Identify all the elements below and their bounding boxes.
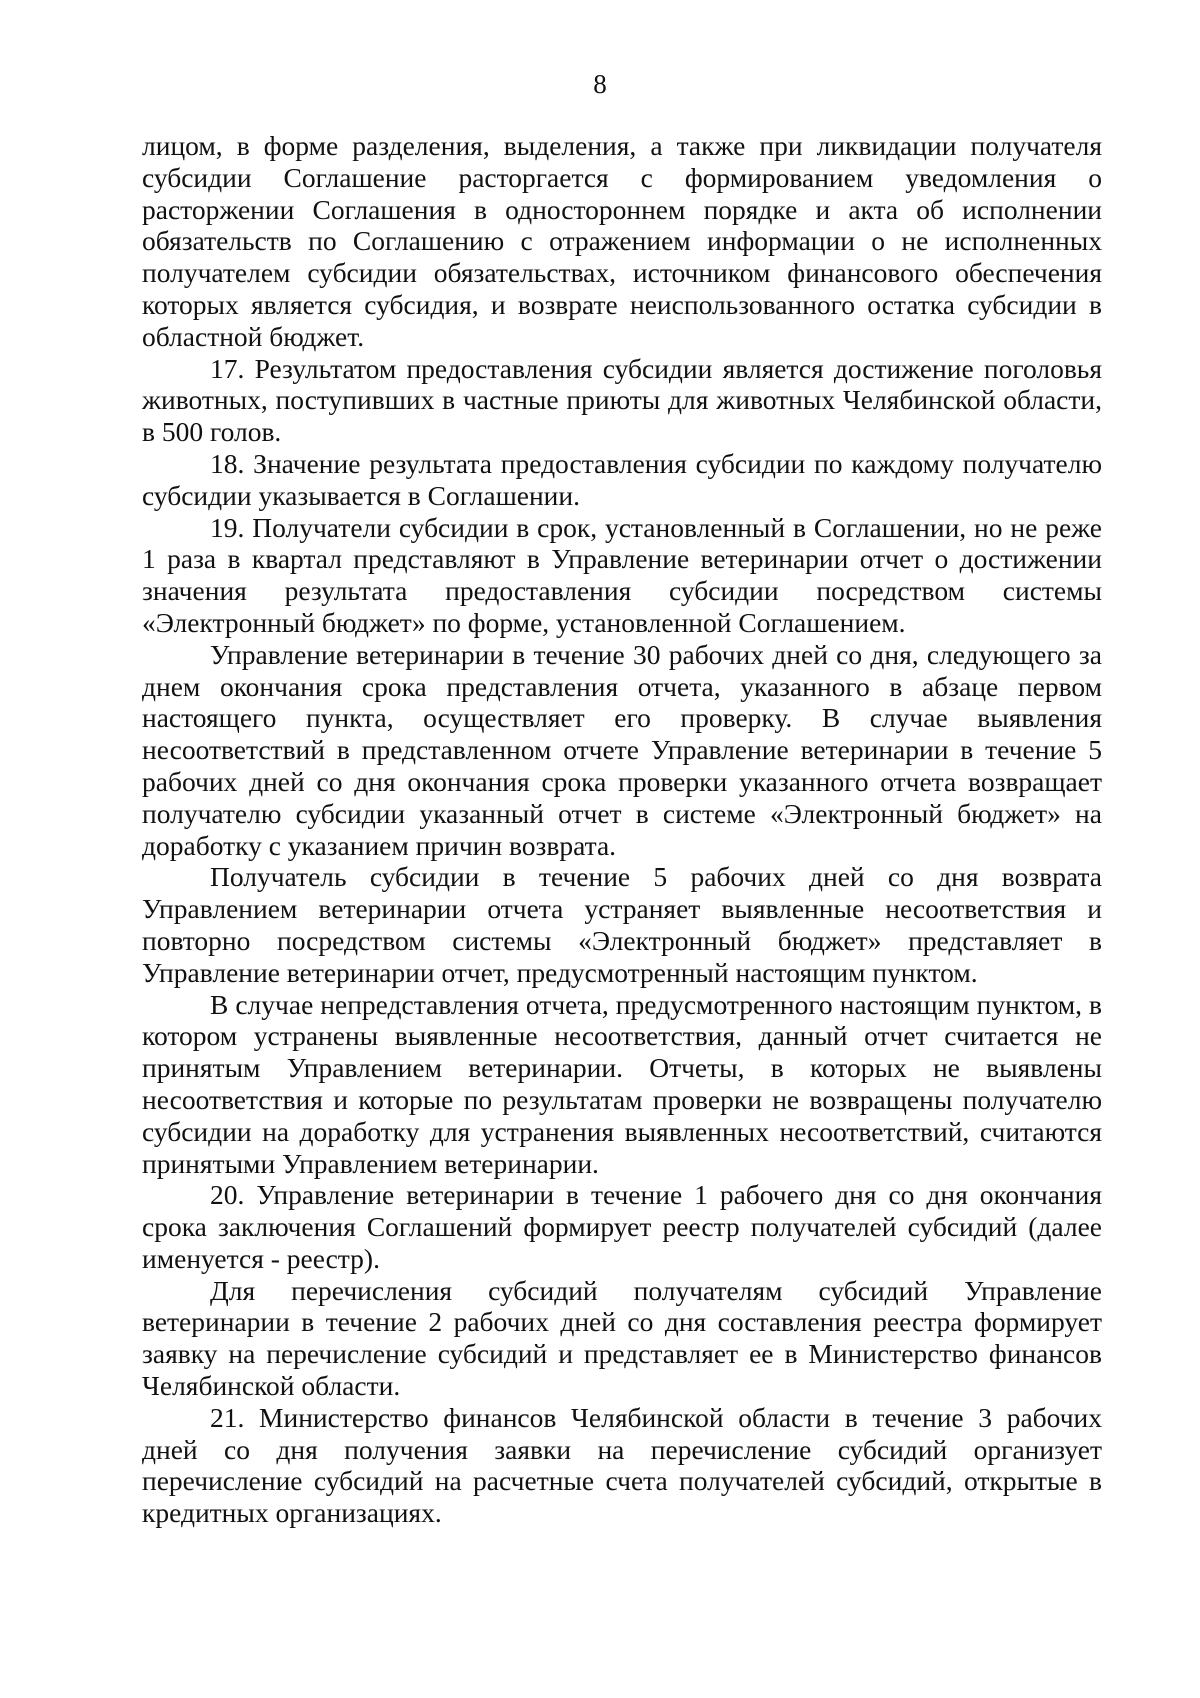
paragraph-continuation: лицом, в форме разделения, выделения, а также при ликвидации получателя субсидии Соглашение расторгается с формированием уведомления о расторжении Соглашения в одностороннем порядке и акта об исполнении обязательств по Соглашению с отражением информации о не исполненных получателем субсидии обязательствах, источником финансового обеспечения которых является субсидия, и возврате неиспользованного остатка субсидии в областной бюджет. (142, 130, 1102, 352)
paragraph-item-18: 18. Значение результата предоставления субсидии по каждому получателю субсидии указывается в Соглашении. (142, 447, 1102, 511)
paragraph-item-19: 19. Получатели субсидии в срок, установленный в Соглашении, но не реже 1 раза в квартал представляют в Управление ветеринарии отчет о достижении значения результата предоставления субсидии посредством системы «Электронный бюджет» по форме, установленной Соглашением. (142, 511, 1102, 638)
paragraph-item-20-transfer: Для перечисления субсидий получателям субсидий Управление ветеринарии в течение 2 рабочих дней со дня составления реестра формирует заявку на перечисление субсидий и представляет ее в Министерство финансов Челябинской области. (142, 1274, 1102, 1402)
paragraph-item-20: 20. Управление ветеринарии в течение 1 рабочего дня со дня окончания срока заключения Соглашений формирует реестр получателей субсидий (далее именуется - реестр). (142, 1179, 1102, 1274)
paragraph-item-21: 21. Министерство финансов Челябинской области в течение 3 рабочих дней со дня получения заявки на перечисление субсидий организует перечисление субсидий на расчетные счета получателей субсидий, открытые в кредитных организациях. (142, 1401, 1102, 1529)
page-number: 8 (593, 69, 607, 99)
paragraph-item-19-acceptance: В случае непредставления отчета, предусмотренного настоящим пунктом, в котором устранены выявленные несоответствия, данный отчет считается не принятым Управлением ветеринарии. Отчеты, в которых не выявлены несоответствия и которые по результатам проверки не возвращены получателю субсидии на доработку для устранения выявленных несоответствий, считаются принятыми Управлением ветеринарии. (142, 988, 1102, 1179)
document-body (142, 130, 1102, 1529)
paragraph-item-19-review: Управление ветеринарии в течение 30 рабочих дней со дня, следующего за днем окончания срока представления отчета, указанного в абзаце первом настоящего пункта, осуществляет его проверку. В случае выявления несоответствий в представленном отчете Управление ветеринарии в течение 5 рабочих дней со дня окончания срока проверки указанного отчета возвращает получателю субсидии указанный отчет в системе «Электронный бюджет» на доработку с указанием причин возврата. (142, 638, 1102, 861)
paragraph-item-17: 17. Результатом предоставления субсидии является достижение поголовья животных, поступивших в частные приюты для животных Челябинской области, в 500 голов. (142, 352, 1102, 448)
paragraph-item-19-correction: Получатель субсидии в течение 5 рабочих дней со дня возврата Управлением ветеринарии отчета устраняет выявленные несоответствия и повторно посредством системы «Электронный бюджет» представляет в Управление ветеринарии отчет, предусмотренный настоящим пунктом. (142, 861, 1102, 988)
